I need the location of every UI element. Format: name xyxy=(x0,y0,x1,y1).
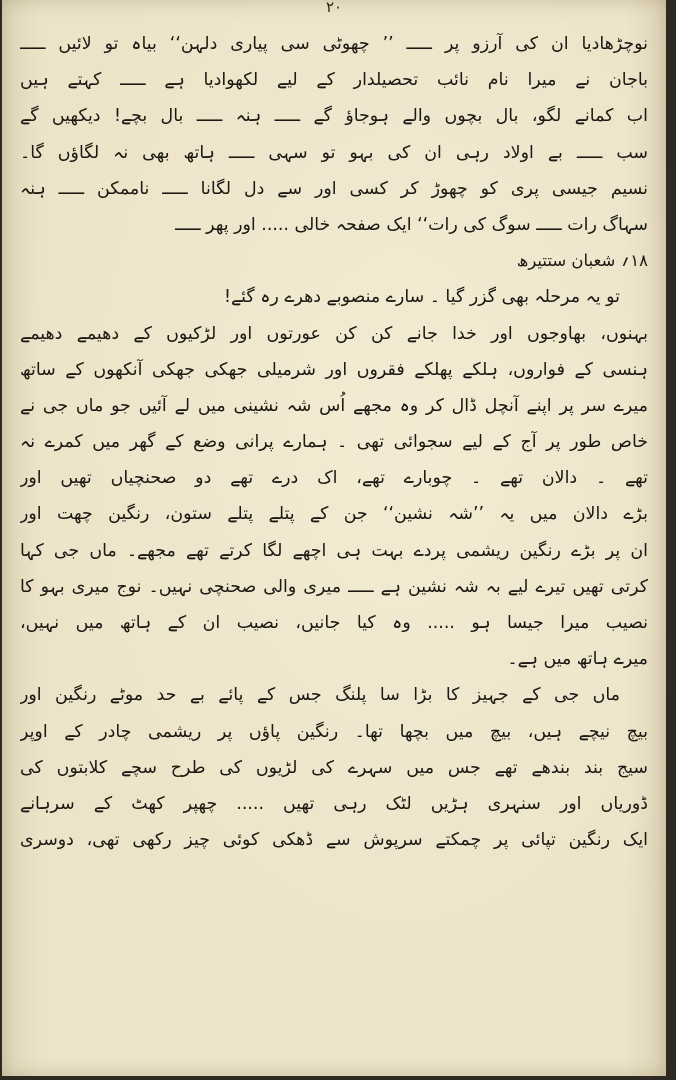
text-line: اب کمانے لگو، بال بچوں والے ہوجاؤ گے ـــــ ہنہ ـــــ بال بچے! دیکھیں گے xyxy=(20,106,648,127)
text-line: ایک رنگین تپائی پر چمکتے سرپوش سے ڈھکی کوئی چیز رکھی تھی، دوسری xyxy=(20,830,648,851)
book-page xyxy=(2,0,666,1076)
body-text xyxy=(20,26,648,858)
text-line: ماں جی کے جہیز کا بڑا سا پلنگ جس کے پائے بے حد موٹے رنگین اور xyxy=(20,685,620,706)
text-line: سیج بند بندھے تھے جس میں سہرے کی لڑیوں کی طرح سچے کلابتوں کی xyxy=(20,757,648,778)
text-line: میرے ہاتھ میں ہے۔ xyxy=(507,649,648,670)
text-line: ڈوریاں اور سنہری ہڑیں لٹک رہی تھیں ..... چھپر کھٹ کے سرہانے xyxy=(20,793,648,814)
text-line: سہاگ رات ـــــ سوگ کی رات‘‘ ایک صفحہ خالی ..... اور پھر ـــــ xyxy=(175,214,648,235)
text-line: سب ـــــ بے اولاد رہی ان کی بہو تو سہی ـــــ ہاتھ بھی نہ لگاؤں گا۔ xyxy=(20,142,648,163)
text-line: ان پر بڑے رنگین ریشمی پردے بہت ہی اچھے لگا کرتے تھے مجھے۔ ماں جی کہا xyxy=(20,540,648,561)
text-line: تھے ۔ دالان تھے ۔ چوبارے تھے، اک درے تھے دو صحنچیاں تھیں اور xyxy=(20,468,648,489)
text-line: بڑے دالان میں یہ ’’شہ نشین‘‘ جن کے پتلے پتلے ستون، رنگین چھت اور xyxy=(20,504,648,525)
text-line: کرتی تھیں تیرے لیے بہ شہ نشین ہے ـــــ میری والی صحنچی نہیں۔ نوج میری بہو کا xyxy=(20,576,648,597)
text-line: خاص طور پر آج کے لیے سجوائی تھی ۔ ہمارے پرانی وضع کے گھر میں کمرے نہ xyxy=(20,432,648,453)
text-line: ہنسی کے فواروں، ہلکے پھلکے فقروں اور شرمیلی جھکی جھکی آنکھوں کے ساتھ xyxy=(20,359,648,380)
text-line: نوچڑھادیا ان کی آرزو پر ـــــ ’’ چھوٹی سی پیاری دلہن‘‘ بیاہ تو لائیں ـــــ xyxy=(20,34,648,54)
page-number: ۲۰ xyxy=(325,0,343,16)
diary-date-heading: ۱۸؍ شعبان ستتیرھ xyxy=(516,251,648,271)
text-line: بہنوں، بھاوجوں اور خدا جانے کن کن عورتوں اور لڑکیوں کے دھیمے دھیمے xyxy=(20,323,648,344)
text-line: بیچ نیچے ہیں، بیچ میں بچھا تھا۔ رنگین پاؤں پر ریشمی چادر کے اوپر xyxy=(20,721,648,742)
text-line: میرے سر پر اپنے آنچل ڈال کر وہ مجھے اُس شہ نشینی میں لے آئیں جو ماں جی نے xyxy=(20,395,648,416)
text-line: نسیم جیسی پری کو چھوڑ کر کسی اور سے دل لگانا ـــــ ناممکن ـــــ ہنہ xyxy=(20,178,648,199)
text-line: باجان نے میرا نام نائب تحصیلدار کے لیے لکھوادیا ہے ـــــ کہتے ہیں xyxy=(20,70,648,91)
text-line: نصیب میرا جیسا ہو ..... وہ کیا جانیں، نصیب ان کے ہاتھ میں نہیں، xyxy=(20,613,648,633)
text-line: تو یہ مرحلہ بھی گزر گیا ۔ سارے منصوبے دھرے رہ گئے! xyxy=(223,287,620,308)
